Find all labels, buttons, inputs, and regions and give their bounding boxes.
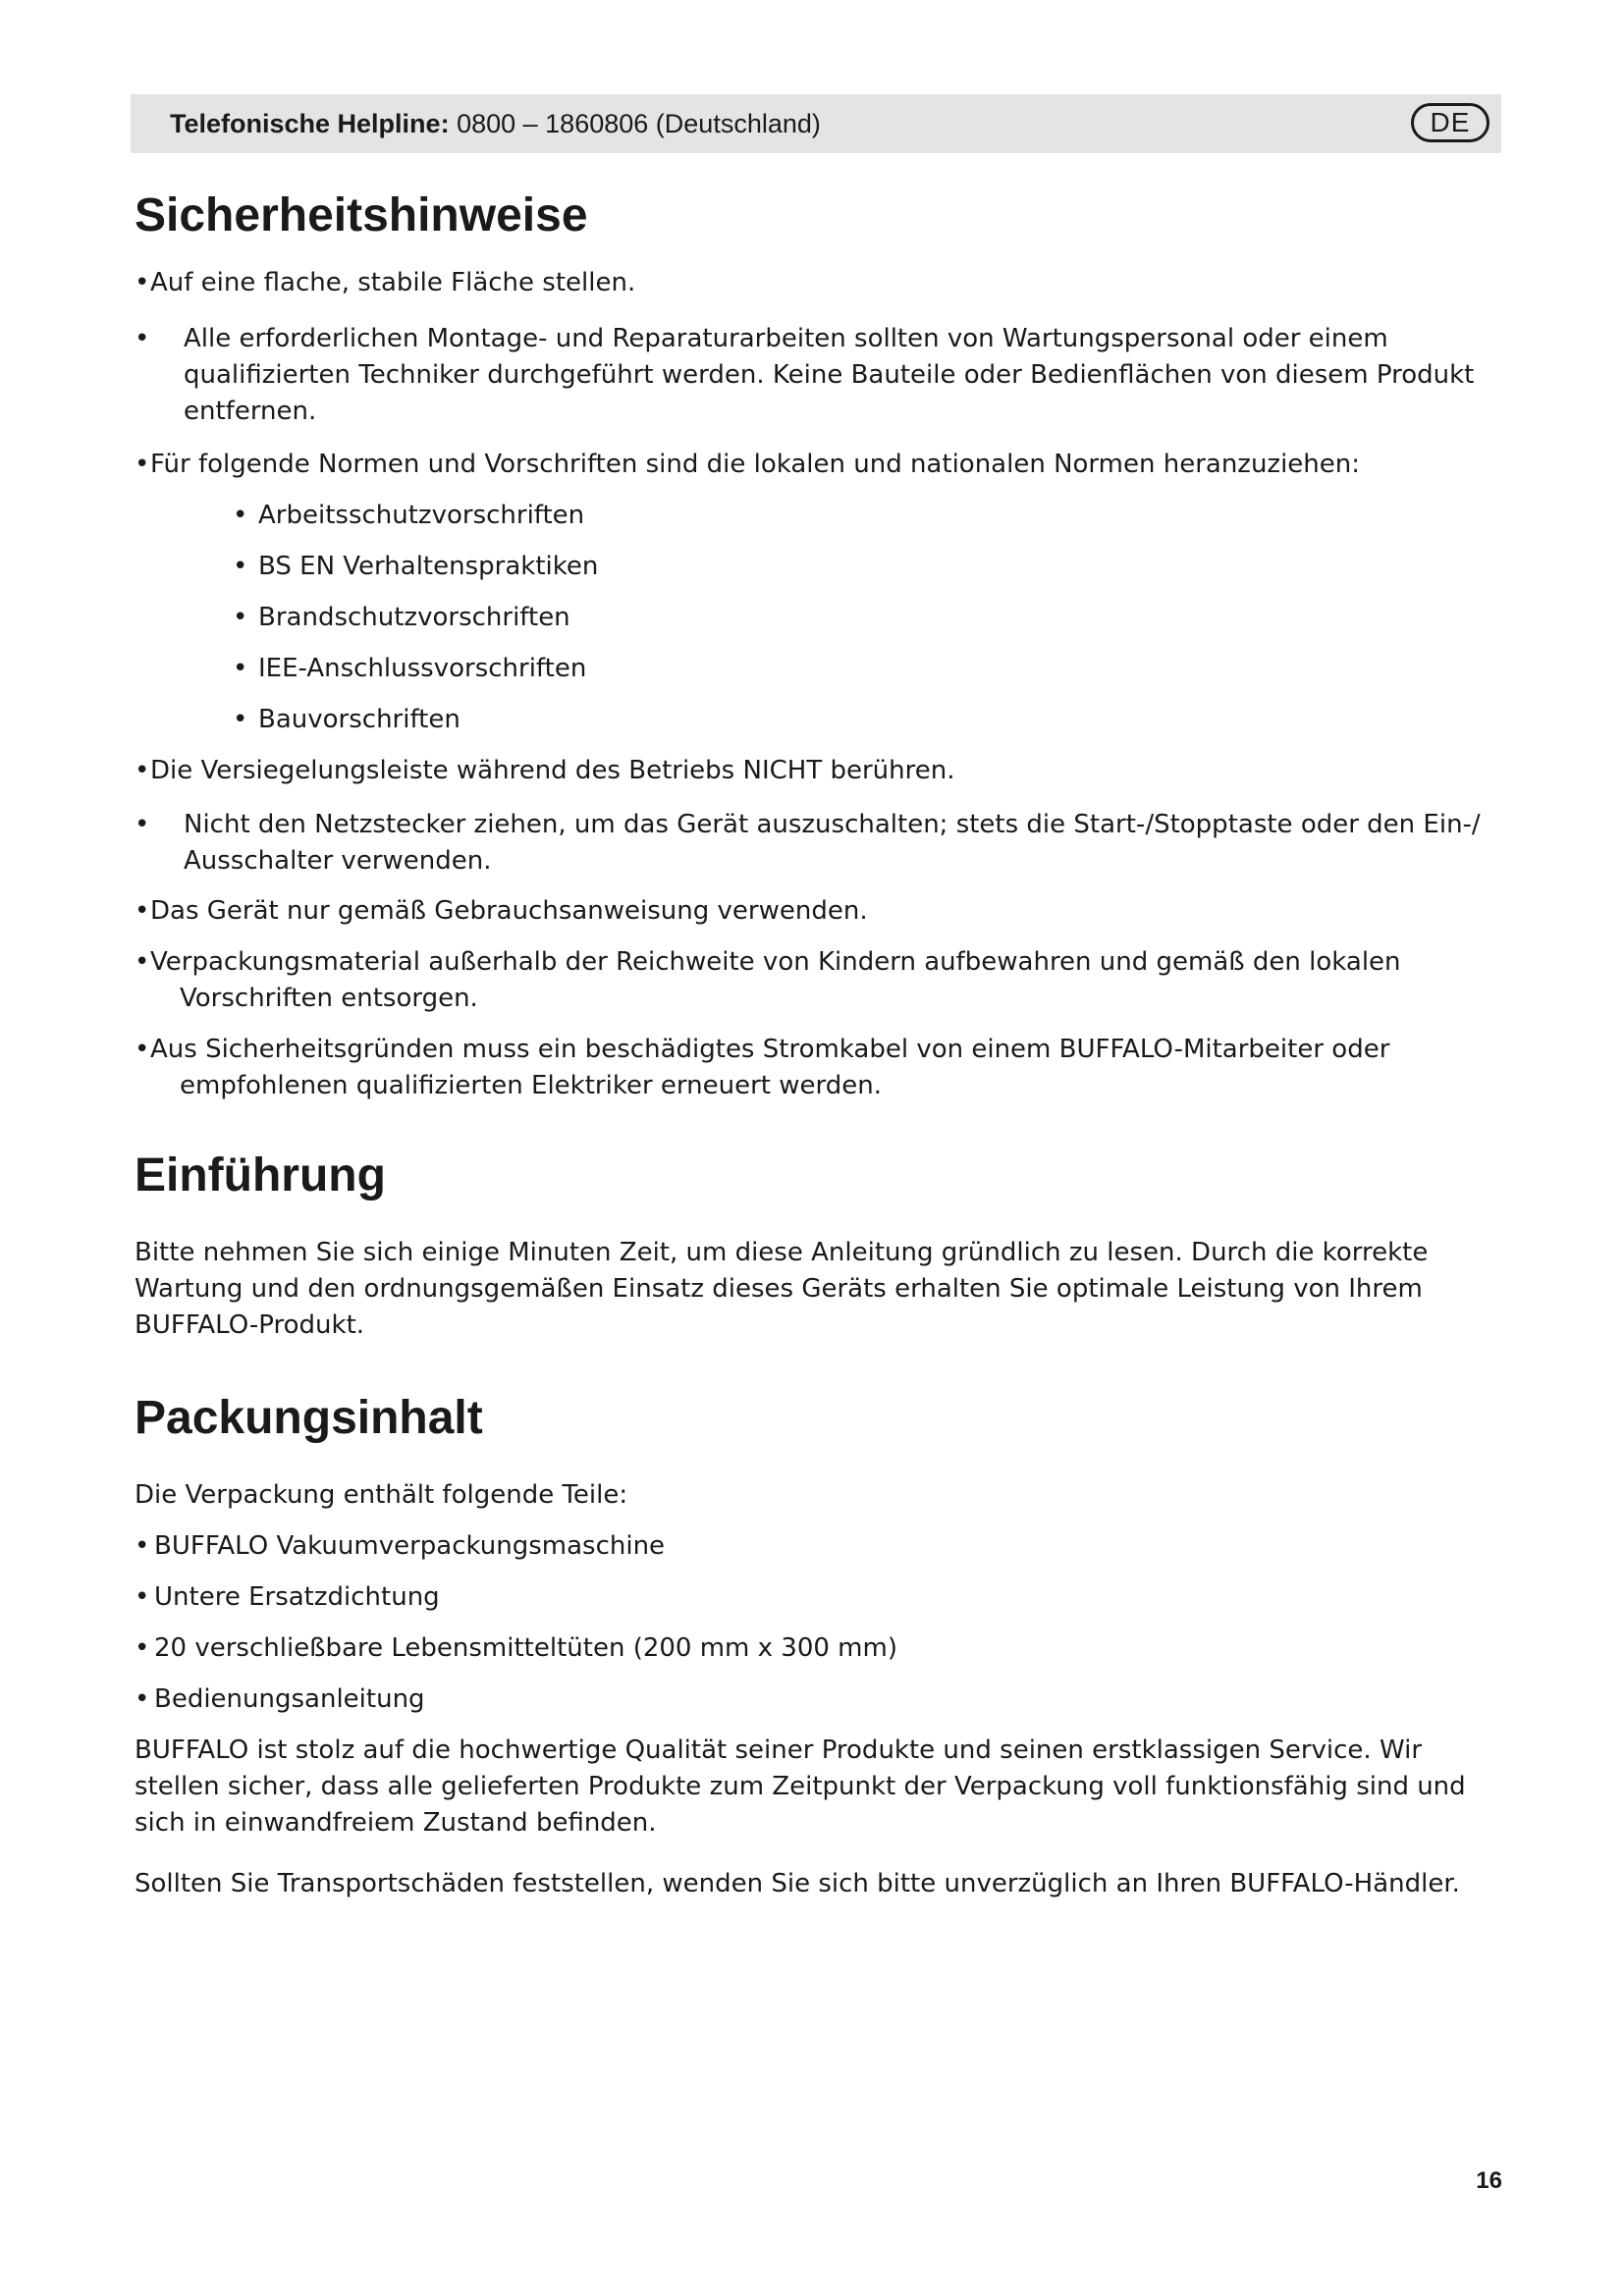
norm-item-text: BS EN Verhaltenspraktiken [258, 552, 599, 581]
bullet-icon: • [135, 1684, 150, 1714]
bullet-icon: • [135, 1582, 150, 1612]
safety-title: Sicherheitshinweise [135, 189, 588, 241]
bullet-icon: • [135, 1531, 150, 1561]
safety-item [135, 265, 1504, 301]
bullet-icon: • [135, 1633, 150, 1663]
intro-title: Einführung [135, 1149, 386, 1201]
bullet-icon: • [135, 947, 150, 977]
norm-item-text: Bauvorschriften [258, 705, 460, 734]
norm-item-text: Arbeitsschutzvorschriften [258, 501, 585, 530]
safety-item-text: Auf eine flache, stabile Fläche stellen. [150, 268, 636, 297]
bullet-icon: • [135, 450, 150, 479]
helpline-region: (Deutschland) [655, 109, 821, 138]
norm-item [233, 651, 586, 687]
bullet-icon: • [233, 654, 248, 683]
norm-item [233, 702, 460, 738]
norm-item-text: Brandschutzvorschriften [258, 603, 570, 632]
bullet-icon: • [135, 324, 150, 353]
safety-item-text: Verpackungsmaterial außerhalb der Reichweite von Kindern aufbewahren und gemäß den lokalen Vorschriften entsorgen. [150, 947, 1401, 1013]
package-item [135, 1630, 1504, 1667]
damage-text: Sollten Sie Transportschäden feststellen, wenden Sie sich bitte unverzüglich an Ihren BUFFALO-Händler. [135, 1869, 1460, 1898]
safety-item-text: Aus Sicherheitsgründen muss ein beschädigtes Stromkabel von einem BUFFALO-Mitarbeiter oder empfohlenen qualifizierten Elektriker erneuert werden. [150, 1035, 1390, 1100]
package-item [135, 1682, 1504, 1718]
contents-lead: Die Verpackung enthält folgende Teile: [135, 1480, 628, 1510]
safety-item [135, 893, 1504, 930]
bullet-icon: • [135, 1035, 150, 1064]
norm-item [233, 498, 584, 534]
package-item-text: Untere Ersatzdichtung [154, 1582, 440, 1612]
safety-item [135, 753, 1504, 789]
safety-item [135, 944, 1504, 1017]
safety-item-text: Für folgende Normen und Vorschriften sind die lokalen und nationalen Normen heranzuziehen: [150, 450, 1361, 479]
package-item [135, 1579, 1504, 1616]
package-item [135, 1528, 1504, 1565]
page-number: 16 [1476, 2167, 1502, 2194]
bullet-icon: • [135, 896, 150, 926]
bullet-icon: • [233, 501, 248, 530]
package-item-text: BUFFALO Vakuumverpackungsmaschine [154, 1531, 666, 1561]
bullet-icon: • [233, 552, 248, 581]
helpline-text [170, 104, 821, 143]
norm-item [233, 549, 598, 585]
safety-item [135, 807, 1504, 880]
safety-item [135, 321, 1504, 430]
bullet-icon: • [135, 756, 150, 785]
helpline-label: Telefonische Helpline: [170, 109, 450, 138]
helpline-header [131, 94, 1501, 153]
bullet-icon: • [233, 705, 248, 734]
norm-item-text: IEE-Anschlussvorschriften [258, 654, 587, 683]
safety-item [135, 1032, 1504, 1104]
safety-item-text: Das Gerät nur gemäß Gebrauchsanweisung verwenden. [150, 896, 868, 926]
norm-item [233, 600, 570, 636]
bullet-icon: • [233, 603, 248, 632]
safety-item-text: Nicht den Netzstecker ziehen, um das Gerät auszuschalten; stets die Start-/Stopptaste oder den Ein-/ Ausschalter verwenden. [184, 810, 1481, 876]
safety-item-text: Alle erforderlichen Montage- und Reparaturarbeiten sollten von Wartungspersonal oder einem qualifizierten Techniker durchgeführt werden. Keine Bauteile oder Bedienflächen von diesem Produkt entfernen. [184, 324, 1475, 426]
package-item-text: Bedienungsanleitung [154, 1684, 425, 1714]
contents-title: Packungsinhalt [135, 1392, 483, 1444]
intro-text: Bitte nehmen Sie sich einige Minuten Zeit, um diese Anleitung gründlich zu lesen. Durch die korrekte Wartung und den ordnungsgemäßen Einsatz dieses Geräts erhalten Sie optimale Leistung von Ihrem BUFFALO-Produkt. [135, 1238, 1429, 1340]
bullet-icon: • [135, 810, 150, 839]
safety-item [135, 447, 1504, 483]
language-badge: DE [1411, 103, 1489, 142]
quality-text: BUFFALO ist stolz auf die hochwertige Qualität seiner Produkte und seinen erstklassigen Service. Wir stellen sicher, dass alle gelieferten Produkte zum Zeitpunkt der Verpackung voll funktionsfähig sind und sich in einwandfreiem Zustand befinden. [135, 1735, 1466, 1838]
helpline-number: 0800 – 1860806 [457, 109, 649, 138]
bullet-icon: • [135, 268, 150, 297]
safety-item-text: Die Versiegelungsleiste während des Betriebs NICHT berühren. [150, 756, 955, 785]
package-item-text: 20 verschließbare Lebensmitteltüten (200 mm x 300 mm) [154, 1633, 897, 1663]
